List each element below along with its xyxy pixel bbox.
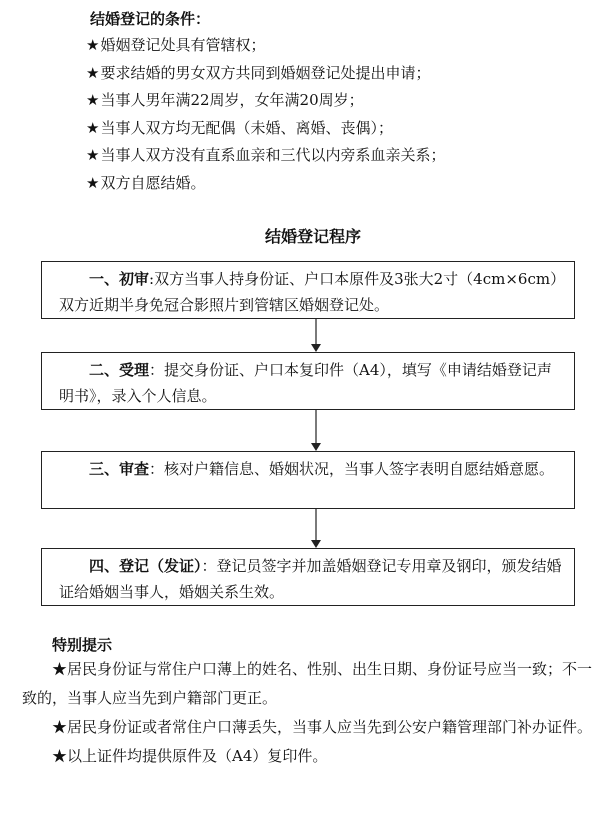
step-description: ：核对户籍信息、婚姻状况，当事人签字表明自愿结婚意愿。 xyxy=(149,460,555,478)
star-icon: ★ xyxy=(52,747,68,765)
step-description: :双方当事人持身份证、户口本原件及3张大2寸（4cm×6cm）双方近期半身免冠合影照片到管辖区婚姻登记处。 xyxy=(59,270,566,314)
notes-section xyxy=(22,655,602,771)
flow-arrow-down-icon xyxy=(310,509,322,549)
condition-text: 当事人男年满22周岁，女年满20周岁； xyxy=(100,91,364,109)
note-text: 居民身份证与常住户口薄上的姓名、性别、出生日期、身份证号应当一致；不一致的，当事人应当先到户籍部门更正。 xyxy=(22,660,593,707)
condition-item xyxy=(86,170,586,198)
step-heading: 一、初审 xyxy=(89,270,150,288)
star-icon: ★ xyxy=(86,63,100,82)
condition-text: 要求结婚的男女双方共同到婚姻登记处提出申请； xyxy=(100,63,431,82)
procedure-title: 结婚登记程序 xyxy=(264,227,361,246)
star-icon: ★ xyxy=(86,91,100,109)
procedure-step-examination xyxy=(41,451,575,509)
note-item xyxy=(22,713,602,742)
step-heading: 二、受理 xyxy=(89,361,150,379)
procedure-step-initial-review xyxy=(41,261,575,319)
conditions-section xyxy=(86,6,586,197)
star-icon: ★ xyxy=(52,718,68,736)
step-description: ：提交身份证、户口本复印件（A4），填写《申请结婚登记声明书》，录入个人信息。 xyxy=(59,361,552,405)
note-item xyxy=(22,655,602,713)
condition-text: 婚姻登记处具有管辖权； xyxy=(100,36,266,54)
procedure-step-registration xyxy=(41,548,575,606)
condition-item xyxy=(86,87,586,115)
note-item xyxy=(22,742,602,771)
flow-arrow-down-icon xyxy=(310,410,322,452)
star-icon: ★ xyxy=(86,173,100,192)
procedure-step-acceptance xyxy=(41,352,575,410)
star-icon: ★ xyxy=(86,36,100,54)
flow-arrow-down-icon xyxy=(310,319,322,353)
star-icon: ★ xyxy=(86,118,100,137)
step-heading: 四、登记（发证） xyxy=(89,557,202,575)
note-text: 以上证件均提供原件及（A4）复印件。 xyxy=(67,747,328,765)
condition-text: 当事人双方均无配偶（未婚、离婚、丧偶）； xyxy=(100,118,393,137)
star-icon: ★ xyxy=(52,660,68,678)
step-description: ：登记员签字并加盖婚姻登记专用章及钢印，颁发结婚证给婚姻当事人，婚姻关系生效。 xyxy=(59,557,562,601)
condition-item xyxy=(86,60,586,88)
note-text: 居民身份证或者常住户口薄丢失，当事人应当先到公安户籍管理部门补办证件。 xyxy=(67,718,593,736)
condition-item xyxy=(86,142,586,170)
notes-title: 特别提示 xyxy=(52,636,113,654)
condition-item xyxy=(86,115,586,143)
conditions-title: 结婚登记的条件： xyxy=(90,10,211,28)
step-heading: 三、审查 xyxy=(89,460,150,478)
condition-text: 当事人双方没有直系血亲和三代以内旁系血亲关系； xyxy=(100,146,446,164)
condition-item xyxy=(86,32,586,60)
star-icon: ★ xyxy=(86,146,100,164)
condition-text: 双方自愿结婚。 xyxy=(100,173,206,192)
